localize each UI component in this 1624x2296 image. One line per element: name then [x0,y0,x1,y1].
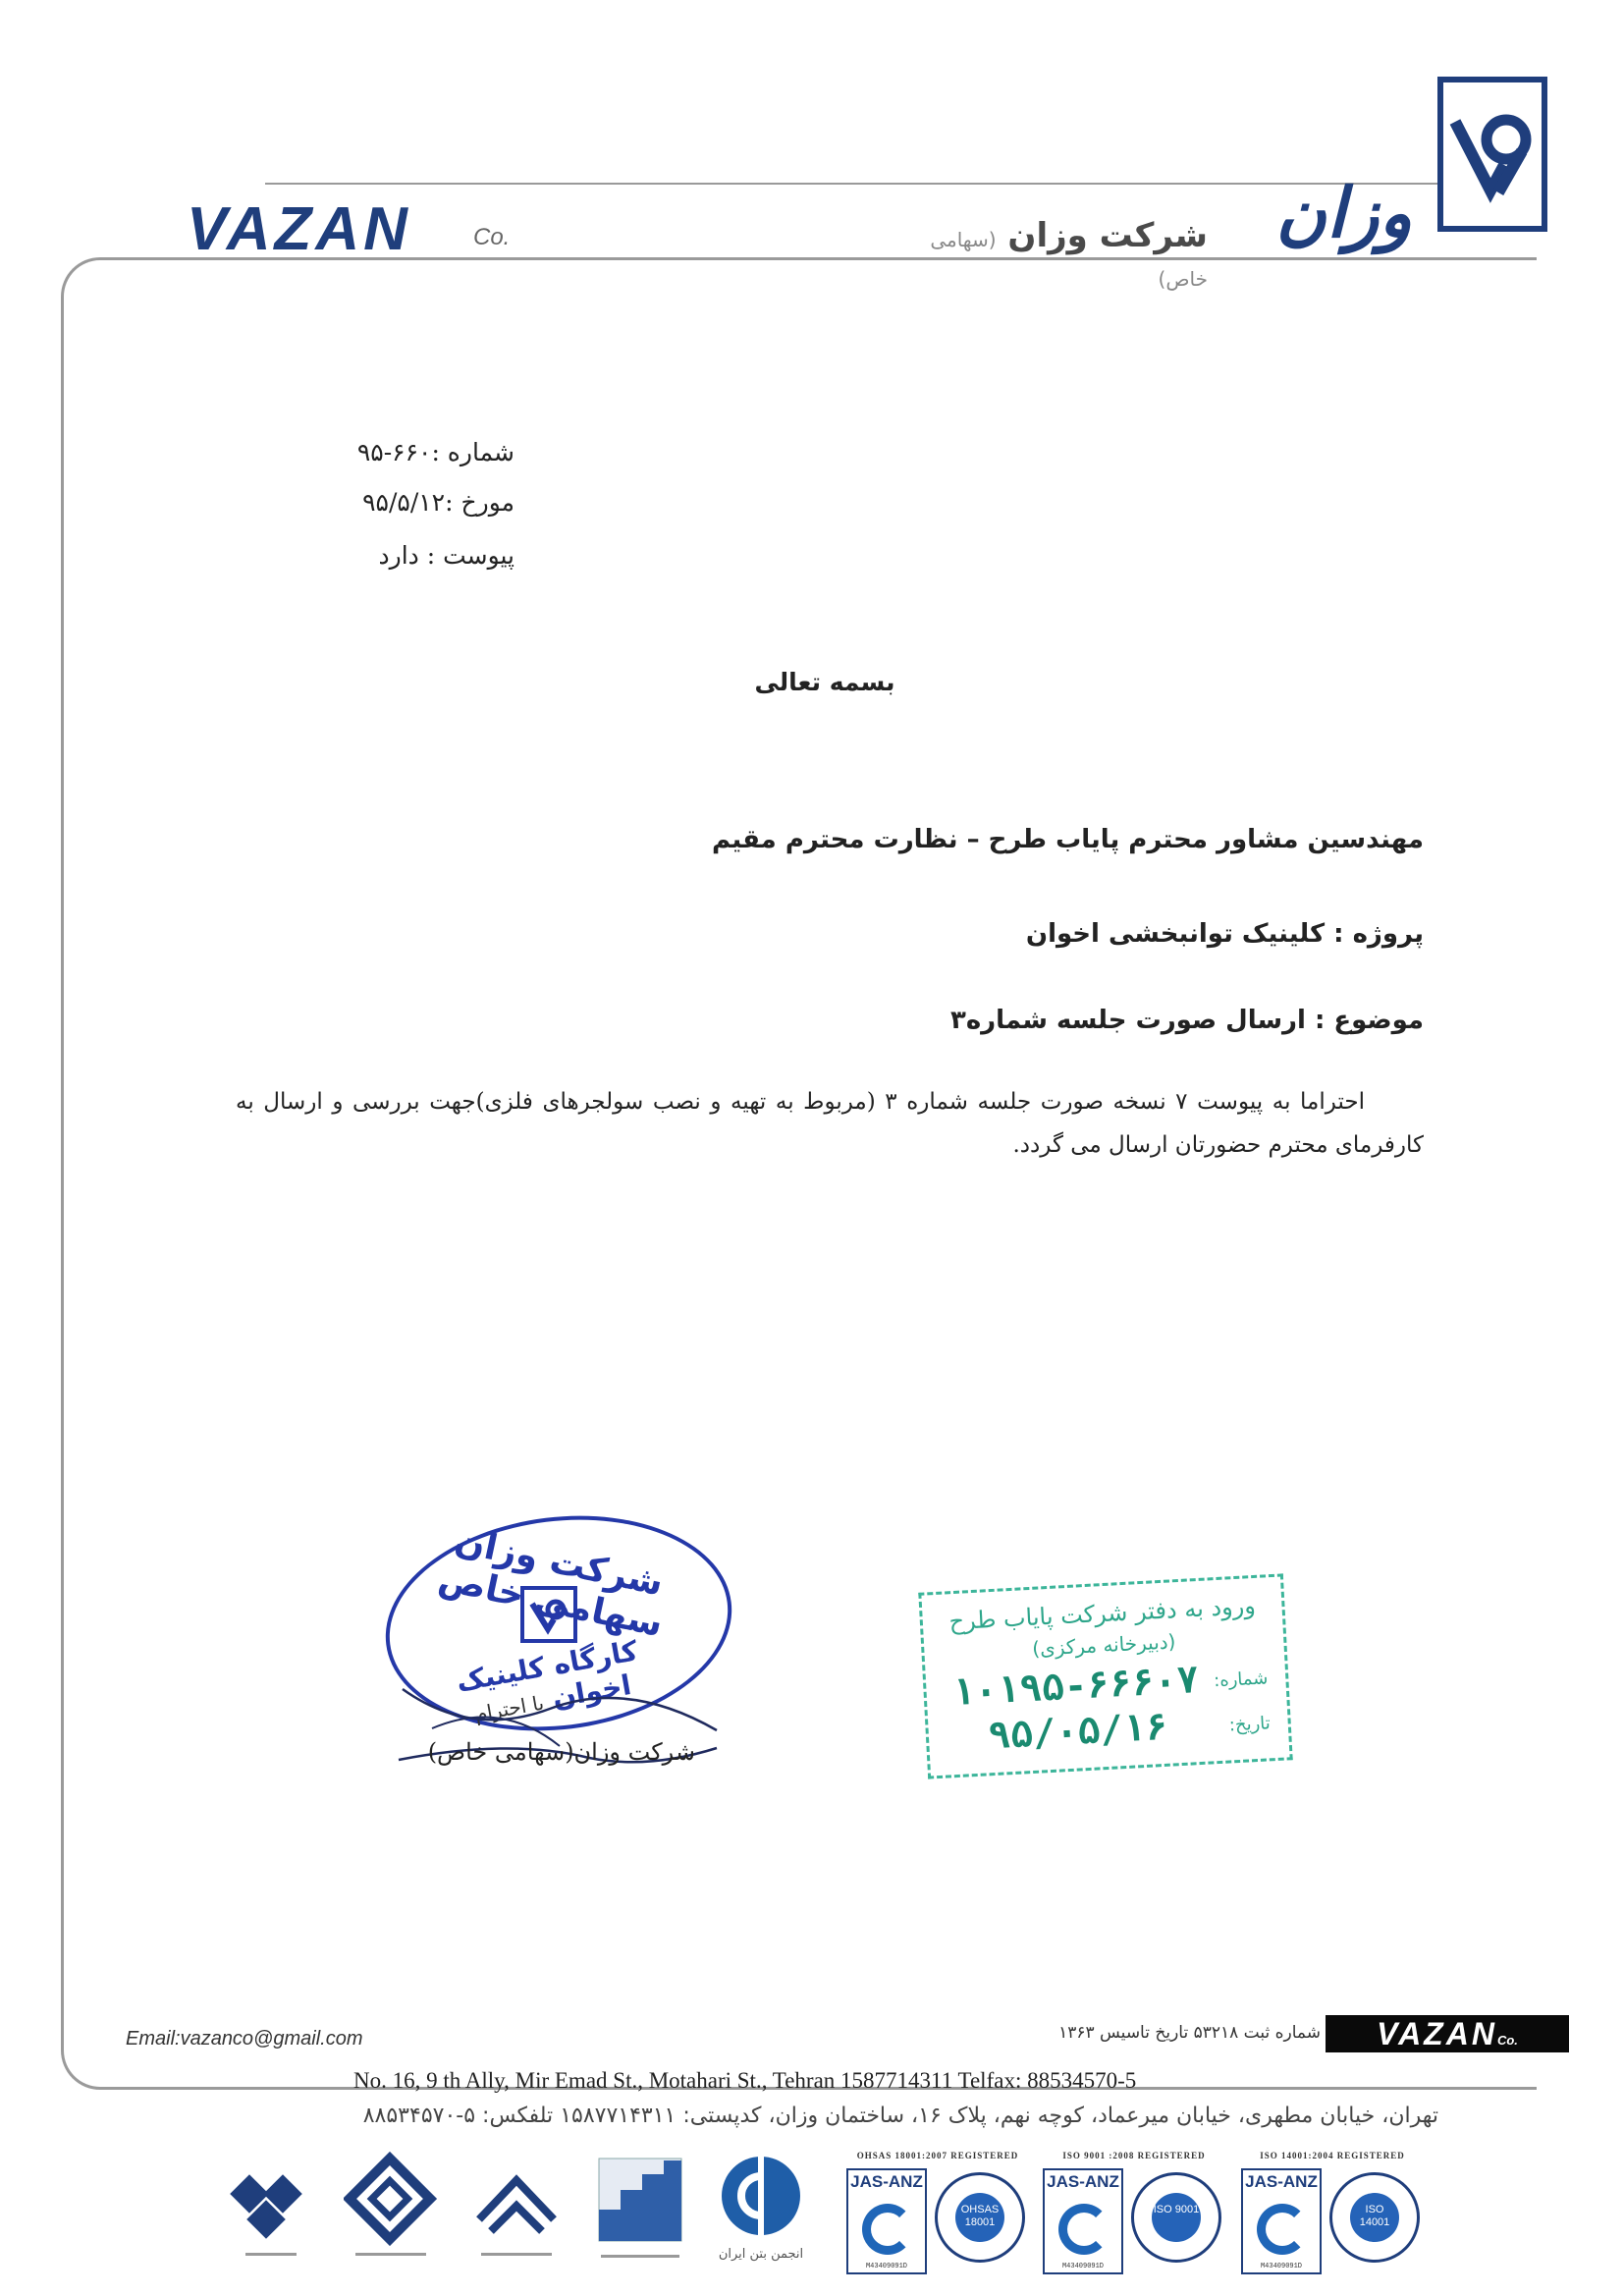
stamp-number-label: شماره: [1213,1667,1269,1692]
association-logo-2-icon [344,2151,438,2278]
vazan-wordmark: VAZAN [187,195,411,263]
certification-seal-icon [1131,2172,1221,2263]
email-address: Email:vazanco@gmail.com [126,2028,363,2050]
stamp-date-value: ۹۵/۰۵/۱۶ [987,1704,1169,1758]
subject-line: موضوع : ارسال صورت جلسه شماره۳ [949,1006,1424,1035]
company-name [884,216,1208,295]
jas-anz-c-icon [862,2204,913,2255]
cert-ohsas-header: OHSAS 18001:2007 REGISTERED [856,2151,1019,2160]
closing-respect: با احترام [472,1690,546,1726]
certification-seal-icon [935,2172,1025,2263]
jas-anz-c-icon [1257,2204,1308,2255]
seal-mark-icon [520,1586,577,1643]
jas-anz-logo-icon [1241,2168,1322,2274]
footer-logo-co: Co. [1496,2033,1518,2048]
jas-anz-logo-icon [1043,2168,1123,2274]
cert-iso14001 [1239,2151,1426,2283]
company-type: (سهامی خاص) [930,228,1208,291]
vazan-mark-icon [1437,77,1547,232]
address-en: No. 16, 9 th Ally, Mir Emad St., Motahari St., Tehran 1587714311 Telfax: 88534570-5 [353,2068,1137,2093]
cert-iso14001-id: M43409091D [1260,2263,1302,2270]
cert-iso9001-header: ISO 9001 :2008 REGISTERED [1062,2151,1206,2160]
project-line: پروژه : کلینیک توانبخشی اخوان [1025,919,1424,949]
stamp-number-value: ۱۰۱۹۵-۶۶۶۰۷ [950,1658,1201,1715]
association-logo-4-icon [591,2151,689,2278]
concrete-association-icon [707,2151,815,2249]
letter-number: شماره :۶۶۰-۹۵ [356,438,514,466]
seal-top-text: شرکت وزان سهامی خاص [435,1520,667,1646]
recipient: مهندسین مشاور محترم پایاب طرح – نظارت محترم مقیم [711,825,1424,854]
cert-iso14001-brand: JAS-ANZ [1245,2172,1318,2191]
cert-ohsas-id: M43409091D [865,2263,907,2270]
jas-anz-c-icon [1058,2204,1110,2255]
jas-anz-logo-icon [846,2168,927,2274]
association-logo-1-icon [226,2151,316,2278]
letter-attachment: پیوست : دارد [378,541,514,570]
receipt-stamp [918,1573,1292,1778]
registration-info: شماره ثبت ۵۳۲۱۸ تاریخ تاسیس ۱۳۶۳ [1058,2023,1321,2043]
stamp-line-2: (دبیرخانه مرکزی) [1031,1629,1176,1661]
cert-iso9001-brand: JAS-ANZ [1047,2172,1119,2191]
certification-seal-icon [1329,2172,1420,2263]
company-name-text: شرکت وزان [1007,216,1208,255]
signatory: شرکت وزان(سهامی خاص) [427,1738,695,1766]
stamp-date-label: تاریخ: [1228,1713,1272,1736]
letter-body: احتراما به پیوست ۷ نسخه صورت جلسه شماره ۳ (مربوط به تهیه و نصب سولجرهای فلزی)جهت بررسی و ارسال به کارفرمای محترم حضورتان ارسال می گردد. [236,1089,1424,1158]
basmala: بسمه تعالی [754,668,895,696]
cert-iso9001-id: M43409091D [1061,2263,1104,2270]
cert-iso9001 [1041,2151,1227,2283]
cert-iso14001-code: ISO 14001 [1350,2193,1399,2242]
cert-ohsas-code: OHSAS 18001 [955,2193,1004,2242]
letter-date: مورخ :۹۵/۵/۱۲ [362,488,514,517]
concrete-association-badge [707,2151,815,2278]
seal-bottom-label: کارگاه کلینیک اخوان [454,1634,640,1715]
concrete-association-caption: انجمن بتن ایران [718,2247,804,2262]
cert-iso9001-code: ISO 9001 [1152,2193,1201,2242]
footer-logo-text: VAZAN [1377,2016,1497,2051]
cert-ohsas [844,2151,1031,2283]
letter-frame [61,257,1537,2090]
cert-iso14001-header: ISO 14001:2004 REGISTERED [1260,2151,1405,2160]
vazan-brand-fa: وزان [1275,173,1412,253]
vazan-co-label: Co. [473,224,511,250]
association-logo-3-icon [469,2151,564,2278]
footer-badges [226,2151,1443,2288]
cert-ohsas-brand: JAS-ANZ [850,2172,923,2191]
address-fa: تهران، خیابان مطهری، خیابان میرعماد، کوچه نهم، پلاک ۱۶، ساختمان وزان، کدپستی: ۱۵۸۷۷۱۴۳۱۱ تلفکس: ۵-۸۸۵۳۴۵۷۰ [362,2104,1438,2128]
footer-logo [1326,2015,1569,2052]
stamp-line-1: ورود به دفتر شرکت پایاب طرح [947,1591,1257,1636]
